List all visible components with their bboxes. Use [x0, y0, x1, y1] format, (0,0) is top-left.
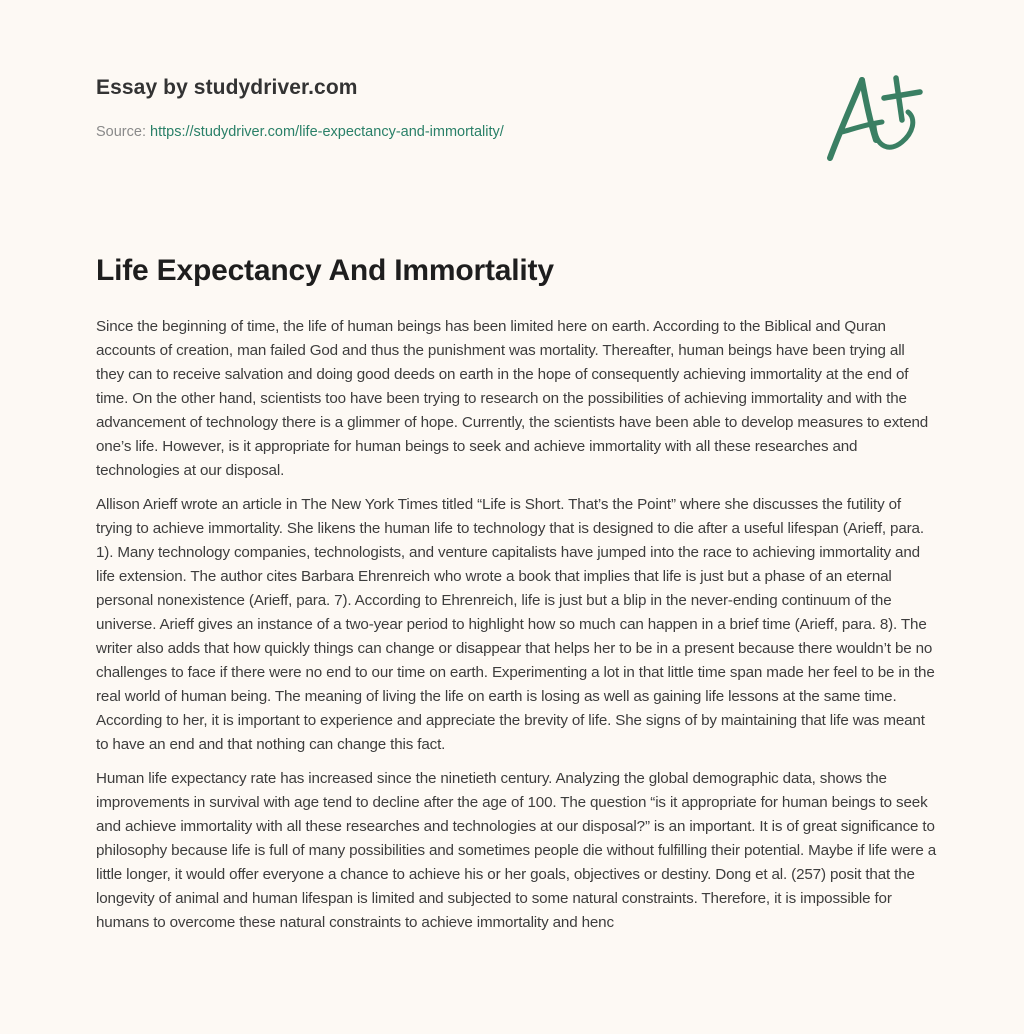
- essay-paragraph: Since the beginning of time, the life of human beings has been limited here on earth. According to the Biblical and Quran accounts of creation, man failed God and thus the punishment was mortality. Thereafter, human beings have been trying all they can to receive salvation and doing good deeds on earth in the hope of consequently achieving immortality at the end of time. On the other hand, scientists too have been trying to research on the possibilities of achieving immortality and with the advancement of technology there is a glimmer of hope. Currently, the scientists have been able to develop measures to extend one’s life. However, is it appropriate for human beings to seek and achieve immortality with all these researches and technologies at our disposal.: [96, 318, 929, 479]
- a-plus-grade-icon: [820, 66, 930, 166]
- essay-body: [96, 315, 936, 945]
- essay-paragraph: Allison Arieff wrote an article in The New York Times titled “Life is Short. That’s the Point” where she discusses the futility of trying to achieve immortality. She likens the human life to technology that is designed to die after a useful lifespan (Arieff, para. 1). Many technology companies, technologists, and venture capitalists have jumped into the race to achieving immortality and life extension. The author cites Barbara Ehrenreich who wrote a book that implies that life is just but a phase of an eternal personal nonexistence (Arieff, para. 7). According to Ehrenreich, life is just but a blip in the never-ending continuum of the universe. Arieff gives an instance of a two-year period to highlight how so much can happen in a brief time (Arieff, para. 8). The writer also adds that how quickly things can change or disappear that helps her to be in a present because there wouldn’t be no challenges to face if there were no end to our time on earth. Experimenting a lot in that little time span made her feel to be in the real world of human being. The meaning of living the life on earth is losing as well as gaining life lessons at the same time. According to her, it is important to experience and appreciate the brevity of life. She signs of by maintaining that life was meant to have an end and that nothing can change this fact.: [96, 496, 935, 753]
- essay-paragraph: Human life expectancy rate has increased since the ninetieth century. Analyzing the global demographic data, shows the improvements in survival with age tend to decline after the age of 100. The question “is it appropriate for human beings to seek and achieve immortality with all these researches and technologies at our disposal?” is an important. It is of great significance to philosophy because life is full of many possibilities and sometimes people die without fulfilling their potential. Maybe if life were a little longer, it would offer everyone a chance to achieve his or her goals, objectives or destiny. Dong et al. (257) posit that the longevity of animal and human lifespan is limited and subjected to some natural constraints. Therefore, it is impossible for humans to overcome these natural constraints to achieve immortality and henc: [96, 770, 936, 931]
- site-header-title: Essay by studydriver.com: [96, 76, 358, 99]
- source-label: Source:: [96, 124, 146, 140]
- essay-title: Life Expectancy And Immortality: [96, 254, 554, 287]
- source-line: [96, 124, 504, 140]
- source-link[interactable]: https://studydriver.com/life-expectancy-and-immortality/: [150, 124, 504, 140]
